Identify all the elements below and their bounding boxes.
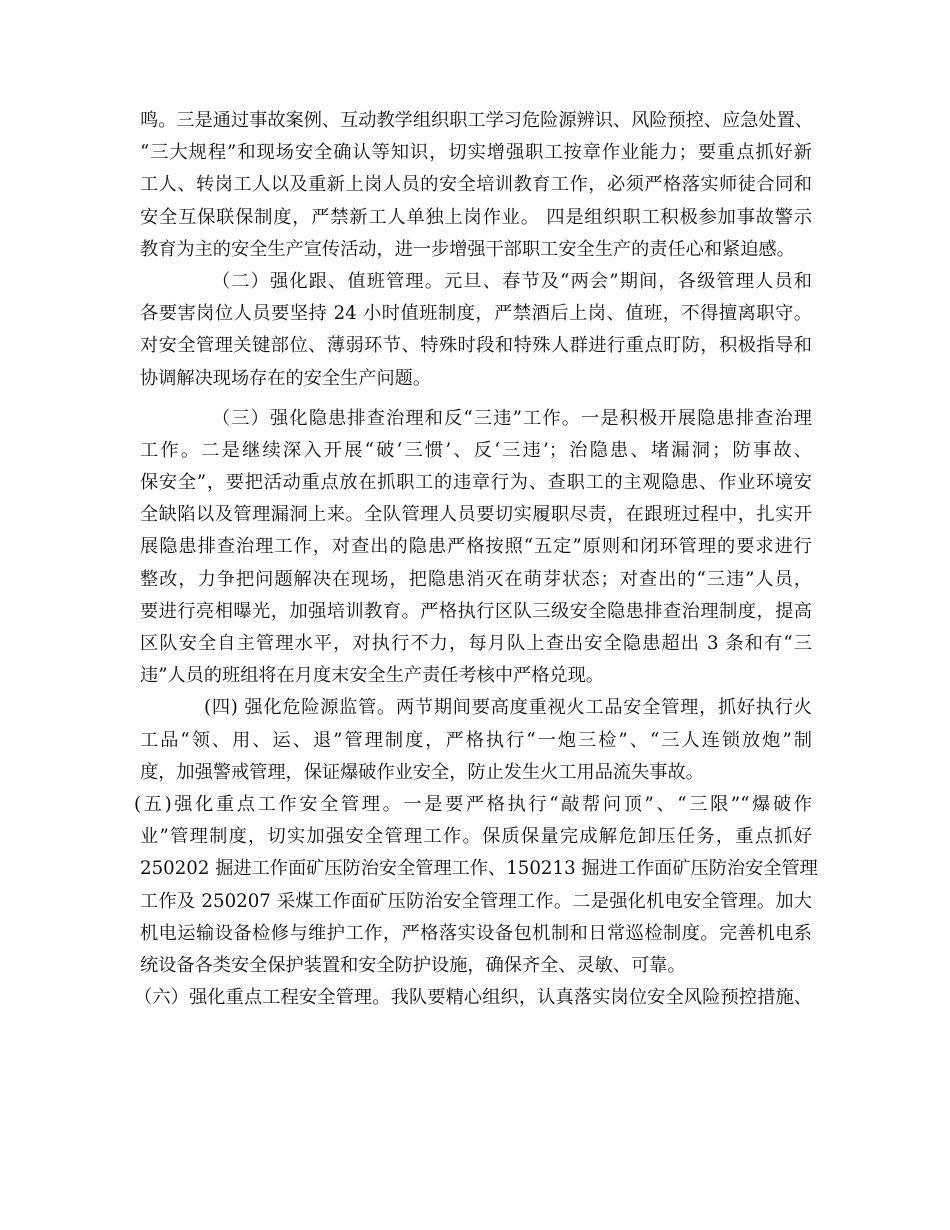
paragraph-heading-5: (五)强化重点工作安全管理。一是要严格执行“敲帮问顶”、“三限”“爆破作 bbox=[134, 793, 812, 815]
text-line: 机电运输设备检修与维护工作，严格落实设备包机制和日常巡检制度。完善机电系 bbox=[140, 922, 812, 944]
text-line: 全缺陷以及管理漏洞上来。全队管理人员要切实履职尽责，在跟班过程中，扎实开 bbox=[140, 504, 812, 526]
paragraph-heading-2: （二）强化跟、值班管理。元旦、春节及“两会”期间，各级管理人员和 bbox=[212, 270, 812, 292]
text-line: 工品“领、用、运、退”管理制度，严格执行“一炮三检”、“三人连锁放炮”制 bbox=[140, 729, 812, 751]
text-line: 鸣。三是通过事故案例、互动教学组织职工学习危险源辨识、风险预控、应急处置、 bbox=[140, 110, 813, 131]
text-line: 安全互保联保制度，严禁新工人单独上岗作业。 四是组织职工积极参加事故警示 bbox=[140, 206, 812, 228]
text-line: 违”人员的班组将在月度末安全生产责任考核中严格兑现。 bbox=[140, 665, 604, 687]
text-line: “三大规程”和现场安全确认等知识，切实增强职工按章作业能力；要重点抓好新 bbox=[140, 142, 812, 164]
text-line: 250202 掘进工作面矿压防治安全管理工作、150213 掘进工作面矿压防治安全管理 bbox=[140, 858, 818, 880]
document-body bbox=[134, 105, 818, 1014]
text-line: 工人、转岗工人以及重新上岗人员的安全培训教育工作，必须严格落实师徒合同和 bbox=[140, 174, 812, 196]
text-line: 要进行亮相曝光，加强培训教育。严格执行区队三级安全隐患排查治理制度，提高 bbox=[140, 600, 812, 622]
text-line: 度，加强警戒管理，保证爆破作业安全，防止发生火工用品流失事故。 bbox=[140, 761, 704, 783]
text-line: 协调解决现场存在的安全生产问题。 bbox=[140, 367, 432, 389]
text-line: 区队安全自主管理水平，对执行不力，每月队上查出安全隐患超出 3 条和有“三 bbox=[140, 633, 812, 654]
text-line: 展隐患排查治理工作，对查出的隐患严格按照“五定”原则和闭环管理的要求进行 bbox=[140, 536, 812, 558]
text-line: 各要害岗位人员要坚持 24 小时值班制度，严禁酒后上岗、值班，不得擅离职守。 bbox=[140, 303, 812, 325]
text-line: 业”管理制度，切实加强安全管理工作。保质保量完成解危卸压任务，重点抓好 bbox=[140, 826, 812, 848]
paragraph-heading-3: （三）强化隐患排查治理和反“三违”工作。一是积极开展隐患排查治理 bbox=[212, 407, 812, 429]
text-line: 整改，力争把问题解决在现场，把隐患消灭在萌芽状态；对查出的“三违”人员， bbox=[140, 568, 812, 590]
paragraph-heading-4: (四) 强化危险源监管。两节期间要高度重视火工品安全管理，抓好执行火 bbox=[204, 697, 812, 719]
text-line: 对安全管理关键部位、薄弱环节、特殊时段和特殊人群进行重点盯防，积极指导和 bbox=[140, 335, 812, 357]
text-line: 保安全”，要把活动重点放在抓职工的违章行为、查职工的主观隐患、作业环境安 bbox=[140, 472, 812, 494]
text-line: 工作及 250207 采煤工作面矿压防治安全管理工作。二是强化机电安全管理。加大 bbox=[140, 890, 812, 912]
text-line: 教育为主的安全生产宣传活动，进一步增强干部职工安全生产的责任心和紧迫感。 bbox=[140, 238, 795, 260]
text-line: 统设备各类安全保护装置和安全防护设施，确保齐全、灵敏、可靠。 bbox=[140, 954, 686, 976]
paragraph-heading-6: （六）强化重点工程安全管理。我队要精心组织，认真落实岗位安全风险预控措施、 bbox=[134, 987, 812, 1009]
text-line: 工作。二是继续深入开展“破‘三惯’、反‘三违’；治隐患、堵漏洞；防事故、 bbox=[140, 439, 812, 461]
